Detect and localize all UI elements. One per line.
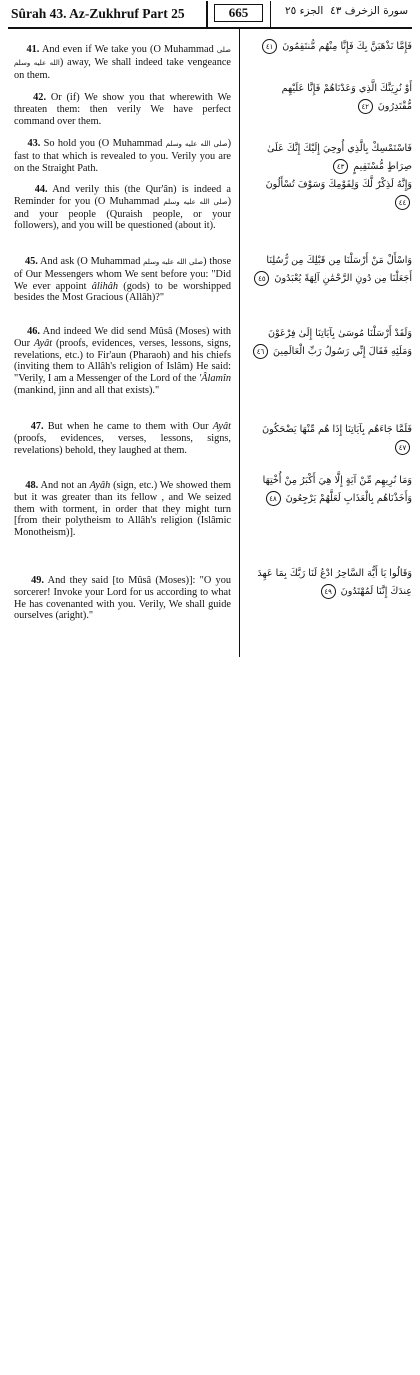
verse-45-arabic: [246, 252, 412, 288]
verse-number: 48.: [25, 480, 39, 491]
arabic-verse-text: وَقَالُوا يَا أَيُّهَ السَّاحِرُ ادْعُ لَنَا رَبَّكَ بِمَا عَهِدَ عِندَكَ إِنَّنَا لَمُهْتَدُونَ: [257, 568, 412, 597]
arabic-part-label: الجزء ٢٥: [285, 5, 324, 17]
arabic-verse-text: وَلَقَدْ أَرْسَلْنَا مُوسَىٰ بِآيَاتِنَا إِلَىٰ فِرْعَوْنَ وَمَلَئِهِ فَقَالَ إِنِّي رَسُولُ رَبِّ الْعَالَمِينَ: [267, 328, 412, 357]
verse-47-arabic: [246, 421, 412, 457]
verse-41-arabic: [246, 38, 412, 56]
verse-text-segment: Ayâh: [89, 480, 111, 491]
verse-43-english: [14, 138, 231, 174]
verse-44-english: [14, 184, 231, 232]
verse-44-arabic: [246, 176, 412, 212]
verse-text-segment: So hold you (O Muhammad: [43, 138, 166, 149]
verse-text-segment: (gods) to be worshipped besides the Most Gracious (Allâh)?": [14, 280, 231, 304]
verse-42-english: [14, 92, 231, 127]
verse-45-english: [14, 256, 231, 304]
verse-48-english: [14, 480, 231, 539]
verse-text-segment: (mankind, jinn and all that exists).": [14, 384, 160, 396]
verse-text-segment: ) those of Our Messengers whom We sent before you: "Did We ever appoint: [14, 256, 232, 292]
header-rule: [8, 27, 412, 29]
arabic-verse-text: فَإِمَّا نَذْهَبَنَّ بِكَ فَإِنَّا مِنْهُم مُّنتَقِمُونَ: [282, 41, 412, 52]
verse-text-segment: And not an: [40, 480, 90, 491]
arabic-verse-text: وَمَا نُرِيهِم مِّنْ آيَةٍ إِلَّا هِيَ أَكْبَرُ مِنْ أُخْتِهَا وَأَخَذْنَاهُم بِالْعَذَابِ لَعَلَّهُمْ يَرْجِعُونَ: [262, 475, 412, 504]
verse-number: 45.: [24, 256, 38, 267]
verse-text-segment: صلى الله عليه وسلم: [14, 46, 231, 67]
page-header: [8, 1, 412, 27]
verse-end-marker: ٤٨: [266, 491, 281, 506]
verse-text-segment: And they said [to Mûsâ (Moses)]: "O you sorcerer! Invoke your Lord for us according to what He has covenanted with you. Verily, We shall guide ourselves (aright).": [14, 575, 231, 622]
arabic-verse-text: فَلَمَّا جَاءَهُم بِآيَاتِنَا إِذَا هُم مِّنْهَا يَضْحَكُونَ: [262, 424, 412, 435]
verse-number: 41.: [26, 44, 40, 55]
arabic-verse-text: وَإِنَّهُ لَذِكْرٌ لَّكَ وَلِقَوْمِكَ وَسَوْفَ تُسْأَلُونَ: [265, 179, 412, 190]
verse-42-arabic: [246, 80, 412, 116]
verse-text-segment: ) away, We shall indeed take vengeance on them.: [14, 56, 231, 81]
verse-end-marker: ٤٣: [333, 159, 348, 174]
verse-text-segment: And indeed We did send Mûsâ (Moses) with Our: [14, 326, 231, 349]
verse-49-english: [14, 575, 231, 622]
verse-46-english: [14, 326, 231, 397]
verse-text-segment: And ask (O Muhammad: [40, 256, 144, 267]
verse-text-segment: (sign, etc.) We showed them but it was greater than its fellow , and We seized them with torment, in order that they might turn [from their polytheism to Allâh's religion (Islâmic Monotheism)].: [14, 480, 231, 539]
verse-43-arabic: [246, 140, 412, 176]
surah-title-text: Sûrah 43. Az-Zukhruf: [11, 6, 139, 21]
verse-number: 49.: [31, 575, 44, 586]
verse-end-marker: ٤٦: [253, 344, 268, 359]
verse-text-segment: صلى الله عليه وسلم: [143, 258, 204, 266]
verse-text-segment: Or (if) We show you that wherewith We threaten them: then verily We have perfect command over them.: [14, 92, 231, 127]
verse-end-marker: ٤٩: [321, 584, 336, 599]
verse-number: 42.: [33, 92, 47, 103]
verse-text-segment: (proofs, evidences, verses, lessons, signs, revelations) behold, they laughed at them.: [14, 432, 231, 456]
arabic-verse-text: أَوْ نُرِيَنَّكَ الَّذِي وَعَدْنَاهُمْ فَإِنَّا عَلَيْهِم مُّقْتَدِرُونَ: [281, 83, 412, 112]
verse-text-segment: But when he came to them with Our: [47, 421, 213, 432]
verse-end-marker: ٤٢: [358, 99, 373, 114]
surah-title: [11, 6, 185, 22]
arabic-verse-text: فَاسْتَمْسِكْ بِالَّذِي أُوحِيَ إِلَيْكَ إِنَّكَ عَلَىٰ صِرَاطٍ مُّسْتَقِيمٍ: [266, 143, 412, 172]
verse-text-segment: And verily this (the Qur'ân) is indeed a Reminder for you (O Muhammad: [14, 184, 232, 207]
part-label: Part 25: [142, 6, 185, 21]
column-divider: [239, 29, 240, 657]
verse-end-marker: ٤١: [262, 39, 277, 54]
verse-text-segment: ) fast to that which is revealed to you. Verily you are on the Straight Path.: [14, 138, 232, 174]
page-number: 665: [228, 5, 249, 20]
verse-text-segment: Ayât: [212, 421, 232, 432]
verse-47-english: [14, 421, 231, 456]
verse-text-segment: And even if We take you (O Muhammad: [41, 44, 217, 55]
arabic-surah-title: سورة الزخرف ٤٣: [330, 5, 408, 17]
verse-text-segment: صلى الله عليه وسلم: [165, 140, 228, 148]
verse-number: 47.: [30, 421, 44, 432]
verse-text-segment: âlihâh: [91, 280, 119, 292]
verse-text-segment: Ayât: [33, 337, 53, 349]
page-number-box: [214, 4, 263, 22]
verse-46-arabic: [246, 325, 412, 361]
verse-number: 43.: [27, 138, 41, 149]
verse-48-arabic: [246, 472, 412, 508]
verse-text-segment: ) and your people (Quraish people, or your followers), and you will be questioned (about it).: [14, 195, 231, 232]
verse-text-segment: صلى الله عليه وسلم: [163, 197, 228, 206]
verse-number: 44.: [34, 184, 48, 195]
verse-end-marker: ٤٥: [254, 271, 269, 286]
verse-text-segment: 'Âlamîn: [199, 373, 231, 385]
verse-end-marker: ٤٧: [395, 440, 410, 455]
verse-number: 46.: [27, 326, 40, 337]
verse-49-arabic: [246, 565, 412, 601]
verse-end-marker: ٤٤: [395, 195, 410, 210]
verse-41-english: [14, 44, 231, 81]
arabic-verse-text: وَاسْأَلْ مَنْ أَرْسَلْنَا مِن قَبْلِكَ مِن رُّسُلِنَا أَجَعَلْنَا مِن دُونِ الرَّحْمَٰنِ آلِهَةً يُعْبَدُونَ: [266, 255, 412, 284]
verse-text-segment: (proofs, evidences, verses, lessons, signs, revelations, etc.) to Fir'aun (Pharaoh) and his chiefs (inviting them to Allâh's religion of Islâm) He said: "Verily, I am a Messenger of the Lord of the: [14, 337, 232, 385]
